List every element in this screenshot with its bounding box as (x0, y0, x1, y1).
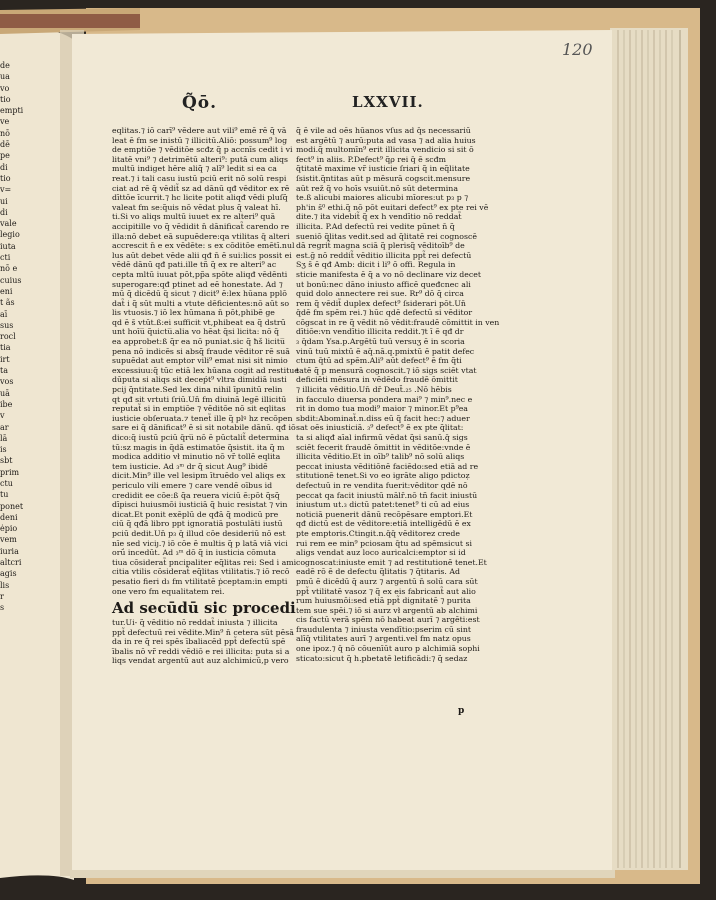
text-line: deficiēti mēsura in vēdēdo fraudē ōmittit (296, 375, 458, 385)
text-line: dā regrit̃ magna sciā q̃ plerisq̃ vēditoīb⁹ de (296, 241, 465, 251)
text-line: ciū q̃ qđā libro ppt ignoratiā postulāti iustū (112, 519, 283, 529)
text-line: stitutionē tenet.Si vo eo igrāte aligo pdictoẓ (296, 471, 470, 481)
left-page-fragment: s (0, 603, 5, 613)
text-line: de emptiōe ⁊ vēditōe scđz q̃ p accnīs cedit i vi (112, 145, 293, 155)
text-line: qt qđ sit vrtuti ſriū.Un̄ fm diuinā legē illicitū (112, 394, 287, 404)
text-line: qd ē s̄ vtūt.ß:ei sufficit vt,phibeat ea q̃ dstrū (112, 317, 286, 327)
left-page-text-fragments (0, 60, 30, 740)
left-page-fragment: agis (0, 569, 17, 579)
text-line: ph'in s̄⁰ ethi.q̃ nō pōt euitari defect⁹ ex pte rei vē (296, 202, 489, 212)
text-line: excessiuu:q̃ tūc etiā lex hūana cogit ad restitue (112, 365, 299, 375)
text-line: accrescit n̄ e ex vēdēte: s ex cōditōe emētī.nul (112, 241, 295, 251)
text-line: defectuū in re vendita fuerit:vēditor qdē nō (296, 480, 468, 490)
left-page-fragment: aī (0, 309, 8, 319)
text-line: superogare:qđ ptinet ad eē honestate. Ad ⁊ (112, 279, 283, 289)
text-line: dicat.Et ponit exēplū de qđā q̃ modicū pre (112, 509, 279, 519)
text-line: in facculo diuersa pondera mai⁹ ⁊ min⁹.nec e (296, 394, 473, 404)
text-column-left (112, 126, 299, 712)
text-line: modica additio vł minutio nō vr̃ tollē eqlita (112, 452, 281, 462)
left-page-fragment: deni (0, 512, 18, 522)
text-line: rit in domo tua modi⁹ maior ⁊ minor.Et p⁹ea (296, 404, 468, 414)
text-line: ₃ q̄dam Ysa.p.Argētū tuū versuʒ ē in scoria (296, 337, 465, 347)
text-line: vēdē dānū qđ pati.ille tñ q̃ ex re alteri⁹ ac (112, 260, 277, 270)
text-line: sat oēs iniusticiā. ₃⁹ defect⁹ ē ex pte q̃litat: (296, 423, 464, 433)
text-line: fraudulenta ⁊ iniusta vendītio:pserim cū sint (296, 624, 472, 634)
left-page-fragment: empti (0, 106, 24, 116)
text-line: sciēt fecerit fraudē ōmittit in vēditōe:vnde ē (296, 442, 471, 452)
text-line: peccat qa facit iniustū mālr̄.nō tñ facit iniustū (296, 490, 478, 500)
text-line: est.ḡ nō reddit̃ vēditio illicita ppt̃ rei defectū (296, 250, 472, 260)
text-line: ppt̃ defectuū rei vēdite.Min⁹ n̄ cetera sūt pēsā (112, 627, 294, 637)
text-line: quid dolo annectere rei sue. Rr⁹ dō q̃ circa (296, 289, 464, 299)
text-line: sticie manifesta ē q̃ a vo nō declinare viz decet (296, 269, 482, 279)
text-line: tū:sz magis in q̃dā estimatōe q̃sistit. ita q̃ m (112, 442, 285, 452)
left-page-fragment: nō e (0, 264, 18, 274)
text-line: cōgscat in re q̃ vēdit nō vēdit:fraudē cōmittit in ven (296, 317, 500, 327)
text-line: dat̃ i q̃ sūt multi a vtute dēficientes:nō aūt so (112, 298, 290, 308)
text-line: iniustum ut.₃ dictū patet:tenet⁹ ti cū ad eius (296, 500, 470, 510)
left-page-fragment: legio (0, 230, 20, 240)
text-line: leat ē fm se inistū ⁊ illicitū.Aliō: possum⁹ log (112, 135, 288, 145)
text-line: orṹ incedūt. Ad ₃ᵐ dō q̃ in iusticia cōmuta (112, 548, 277, 558)
left-page-fragment: ibe (0, 399, 13, 409)
text-line: tem sue spēi.⁊ iō si aurz vł argentū ab alchimi (296, 605, 478, 615)
text-line: iusticie obſeruata.⁊ tenet̃ ille q̃ plꝰ hz recōpen (112, 413, 293, 423)
left-page-fragment: eni (0, 286, 13, 296)
text-line: accipitille vo q̃ vēdidit n̄ dānificat̃ carendo re (112, 221, 290, 231)
left-page-fragment: vos (0, 377, 14, 387)
headband (0, 14, 140, 28)
text-line: cis factū verā spēm nō habeat aurī ⁊ argēti:est (296, 615, 480, 625)
left-page-fragment: cti (0, 253, 11, 263)
text-line: peccat iniusta vēditiōnē faciēdo:sed etiā ad re (296, 461, 479, 471)
text-line: noticiā puenerit dānū recōpēsare emptori.Et (296, 509, 473, 519)
left-page-fragment: tio (0, 173, 11, 183)
text-line: reputat̃ si in emptiōe ⁊ vēditōe nō sit eqlitas (112, 404, 286, 414)
text-line: pciū dedit.Un̄ p₃ q̄ illud cōe desideriū nō est (112, 528, 286, 538)
text-line: ut bonū:nec dāno iniusto afficē queđcnec ali (296, 279, 471, 289)
left-page-fragment: r (0, 591, 4, 601)
left-page-fragment: ua (0, 72, 10, 82)
text-line: cepta mltū iuuat pōt,pp̃a spōte aliqđ vēdēnti (112, 269, 288, 279)
text-line: da in re q̃ rei spēs ībaliacēd ppt̃ defectū spē (112, 637, 286, 647)
left-page-fragment: uā (0, 388, 10, 398)
left-page-fragment: altcri (0, 558, 22, 568)
left-page-fragment: ėpio (0, 524, 18, 534)
left-page-fragment: tu (0, 490, 9, 500)
text-line: rui rem ee min⁹ pciosam q̄tu ad spēmsicut si (296, 538, 472, 548)
left-page-fragment: vo (0, 83, 10, 93)
text-line: sbdit:Abominat̃.n.diss eū q̃ facit hec:⁊ aduer (296, 413, 470, 423)
text-line: liqs vendat argentū aut auz alchimicū,p vero (112, 656, 289, 666)
left-page-fragment: sbt (0, 456, 13, 466)
text-line: ſsistit.q̃ntitas aūt p mēsurā cogscit.mensure (296, 173, 471, 183)
left-page-fragment: lā (0, 433, 8, 443)
text-line: rum huiusmōi:sed etiā ppt̃ dignitatē ⁊ purita (296, 596, 471, 606)
text-line: Sʒ s̄ ē qđ Amb: dicit i li⁹ ō offi. Regula in (296, 260, 456, 270)
text-line: ⁊ illicita vēditio.Un̄ dr̄ Deut̄.₂₅ .Nō hēbis (296, 385, 452, 395)
text-line: dītiōe:vn vendītio illicita reddit.⁊t ī ē qđ dr (296, 327, 464, 337)
text-line: cognoscat:iniuste emit ⁊ ad restitutionē tenet.Et (296, 557, 487, 567)
text-line: tem iusticie. Ad ₃ᵐ dr q̃ sicut Aug⁹ ibidē (112, 461, 268, 471)
text-line: ea approbet:ß q̃r ea nō puniat.sic q̃ ħš licitu̅ (112, 337, 286, 347)
left-page-fragment: de (0, 61, 10, 70)
running-head-right: LXXVII. (352, 93, 424, 111)
text-line: pcij q̃ntitate.Sed lex dina nihil īpunitū relin (112, 385, 283, 395)
text-line: illicita. P.Ad defectū rei vedite pūnet n̄ q̃ (296, 221, 455, 231)
running-head-left: Q̃ō. (182, 93, 218, 113)
text-line: sare ei q̃ dānificat⁹ ē si sit notabile dānū. qđ iō (112, 423, 296, 433)
left-page-fragment: vem (0, 535, 17, 545)
left-page-fragment: tia (0, 343, 11, 353)
text-line: tiua cōsiderat̃ pncipaliter eq̃litas rei: Sed i ami (112, 557, 297, 567)
text-line: vinū tuū mixtū ē aq̄.nā.q.pmixtū ē patit defec (296, 346, 475, 356)
text-line: eqlitas.⁊ iō carī⁹ vēdere aut vili⁹ emē rē q̃ vā (112, 126, 287, 135)
text-line: dite.⁊ ita videbit̃ q̃ ex h vendītio nō reddat̃ (296, 212, 462, 222)
left-page-fragment: sus (0, 320, 14, 330)
left-page-fragment: ve (0, 117, 10, 127)
text-line: pte emptoris.Ctingit.n.q̄q̄ vēditorez crede (296, 528, 460, 538)
section-heading: Ad secūdū sic procedi (112, 599, 296, 618)
left-page-fragment: lis (0, 580, 10, 590)
text-column-right (296, 126, 500, 718)
left-page-fragment: irt (0, 354, 10, 364)
text-line: ppt̃ vtilitatē vasoz ⁊ q̃ ex eis fabricant̃ aut alio (296, 586, 476, 596)
text-line: dīpisci huiusmōi iusticiā q̃ huic resistat ⁊ vin (112, 500, 288, 510)
text-line: tatē q̃ p mensurā cognoscit.⁊ iō sigs sciēt vtat (296, 365, 477, 375)
text-line: unt hoīu̅ q̃uictu̅.alia vo hēat q̃si licita: nō q̃ (112, 327, 279, 337)
left-page-fragment: rocl (0, 332, 16, 342)
left-page-fragment: iuta (0, 241, 16, 251)
left-page-fragment: ui (0, 196, 8, 206)
left-page-fragment: ctu (0, 478, 13, 488)
left-page-fragment: di (0, 162, 8, 172)
signature-mark: p (458, 706, 465, 716)
text-line: lis vtuosis.⁊ iō lex hūmana n̄ pōt,phibē ge (112, 308, 275, 318)
left-page-fragment: tio (0, 94, 11, 104)
text-line: ctum q̄tū ad spēm.Ali⁹ aūt defect⁹ ē fm q̃ti (296, 356, 462, 366)
text-line: alīq̄ vtilitates aurī ⁊ argenti.vel fm natz opus (296, 634, 471, 644)
text-line: q̃ ē vile ad oēs hūanos vſus ad q̄s necessariū (296, 126, 471, 135)
text-line: citia vtilis cōsiderat̃ eq̃litas vtilitatis.⁊ iō recō (112, 567, 290, 577)
text-line: modi.q̃ multomīn⁹ erit illicita vendicio si sit ō (296, 145, 474, 155)
left-page-fragment: t ãs (0, 298, 15, 308)
text-line: aligs vendat auz loco auricalci:emptor si id (296, 548, 466, 558)
left-page-fragment: ta (0, 366, 8, 376)
text-line: multū indiget hēre aliq̃ ⁊ alī⁹ ledit si ea ca (112, 164, 277, 174)
folio-number: 120 (562, 40, 593, 59)
left-page-fragment: v (0, 411, 5, 421)
text-line: one ipoz.⁊ q̄ nō cōuenīūt auro p alchimiā sophi (296, 644, 480, 654)
text-line: eadē rō ē de defectu q̃litatis ⁊ q̃titaris. Ad (296, 567, 460, 577)
text-line: illicita vēditio.Et in oīb⁹ talib⁹ nō solū aliqs (296, 452, 465, 462)
text-line: q̃titatē maxime vr̃ iusticie ſriari q̃ in eq̃litate (296, 164, 470, 174)
text-line: litatē vni⁹ ⁊ detrimētū alteri⁹: putā cum aliqs (112, 154, 288, 164)
left-page-fragment: ponet (0, 501, 24, 511)
text-line: periculo vili emere ⁊ care vendē oībus id (112, 480, 273, 490)
left-page-fragment: di (0, 207, 8, 217)
text-line: valeat fm se:q̃uis nō vēdat plus q̃ valeat hī. (112, 202, 281, 212)
left-page-fragment: dē (0, 140, 10, 150)
left-page-fragment: is (0, 445, 7, 455)
text-line: ībalis nō vr̃ reddi vēdiō e rei illicita: puta si a (112, 646, 290, 656)
text-line: dīttōe īcurrit.⁊ hc licite potit aliqđ vēdi pluſq̃ (112, 193, 288, 203)
text-line: illa:nō debet eā supuēdere:qa vtilitas q̄ alteri (112, 231, 290, 241)
text-line: reat.⁊ i tali casu iustū pciū erit nō solū respi (112, 173, 287, 183)
left-page-fragment: vale (0, 219, 17, 229)
text-line: nīe sed viciȷ.⁊ iō cōe ē multis q̃ p latā viā vici (112, 538, 288, 548)
text-line: pesatio fieri d₃ fm vtilitatē ṗceptam:in empti (112, 576, 288, 586)
text-line: dicit.Min⁹ ille vel lesipm ītruēdo vel aliqs ex (112, 471, 286, 481)
page-edges (610, 28, 688, 870)
text-line: qđ dictū est de vēditore:etiā intelligēdū ē ex (296, 519, 471, 529)
text-line: dico:q̃ iustū pciū q̄ru̅ nō ē pūctalit̃ determina (112, 433, 290, 442)
text-line: q̄dē fm spēm rei.⁊ hūc qdē defectū si vēditor (296, 308, 473, 318)
left-page-fragment: v= (0, 185, 12, 195)
text-line: sueniō q̃litas vedit.sed ad q̃litatē rei cognoscē (296, 231, 477, 241)
text-line: est argētū ⁊ aurū:puta ad vasa ⁊ ad alia huius (296, 135, 476, 145)
text-line: pmū ē dicēdū q̃ aurz ⁊ argentū n̄ solū cara sūt (296, 576, 478, 586)
left-page-fragment: iuria (0, 546, 19, 556)
left-page-fragment: ar (0, 422, 9, 432)
text-line: ti.Si vo aliqs multū iuuet ex re alteri⁹ quā (112, 212, 276, 222)
text-line: te.ß alicubi maiores alicubi mīores:ut p₃ p ⁊ (296, 193, 469, 203)
text-line: aūt rež q̃ vo hoīs vsuiūt.nō sūt determina (296, 183, 458, 193)
text-line: supuēdat aut emptor vili⁹ emat nisi sit nimio (112, 356, 288, 366)
bottom-edge (70, 870, 615, 878)
text-line: fect⁹ in aliis. P.Defect⁹ q̃ρ rei q̄ ē scđm (296, 154, 446, 164)
left-page-fragment: pe (0, 151, 10, 161)
text-line: dūputa si aliqs sit deceṕt⁹ vltra dimidiā iusti (112, 375, 287, 385)
left-page-fragment: cuius (0, 275, 22, 285)
text-line: ciat ad rē q̃ vēdit̃ sz ad dānū qđ vēditor ex rē (112, 183, 290, 193)
text-line: rem q̃ vēdit̃ duplex defect⁹ ſsiderari pōt.Un̄ (296, 298, 466, 308)
text-line: one vero fm equalitatem rei. (112, 586, 225, 596)
text-line: mū q̃ dicēdū q̃ sicut ⁊ dicit⁹ ē:lex hūana pplō (112, 289, 287, 299)
left-page-fragment: prim (0, 467, 20, 477)
text-line: lus aūt debet vēde alii qđ n̄ ē sui:lics possit ei (112, 250, 292, 260)
left-page-fragment: nō (0, 128, 10, 138)
text-line: credidit ee cōe:ß q̃a reuera viciū ē:pōt q̃sq̃ (112, 490, 280, 500)
text-line: ta si aliqđ aīal infirmū vēdat q̃si sanū.q̄ sigs (296, 433, 468, 442)
text-line: tur.Ui- q̃ vēditio nō reddat̃ iniusta ⁊ illicita (112, 618, 278, 628)
text-line: pena nō indicēs si absq̃ fraude vēditor rē suā (112, 346, 290, 356)
text-line: sticato:sicut q̃ h.pbetatē letificādi:⁊ q̃ sedaz (296, 653, 468, 663)
